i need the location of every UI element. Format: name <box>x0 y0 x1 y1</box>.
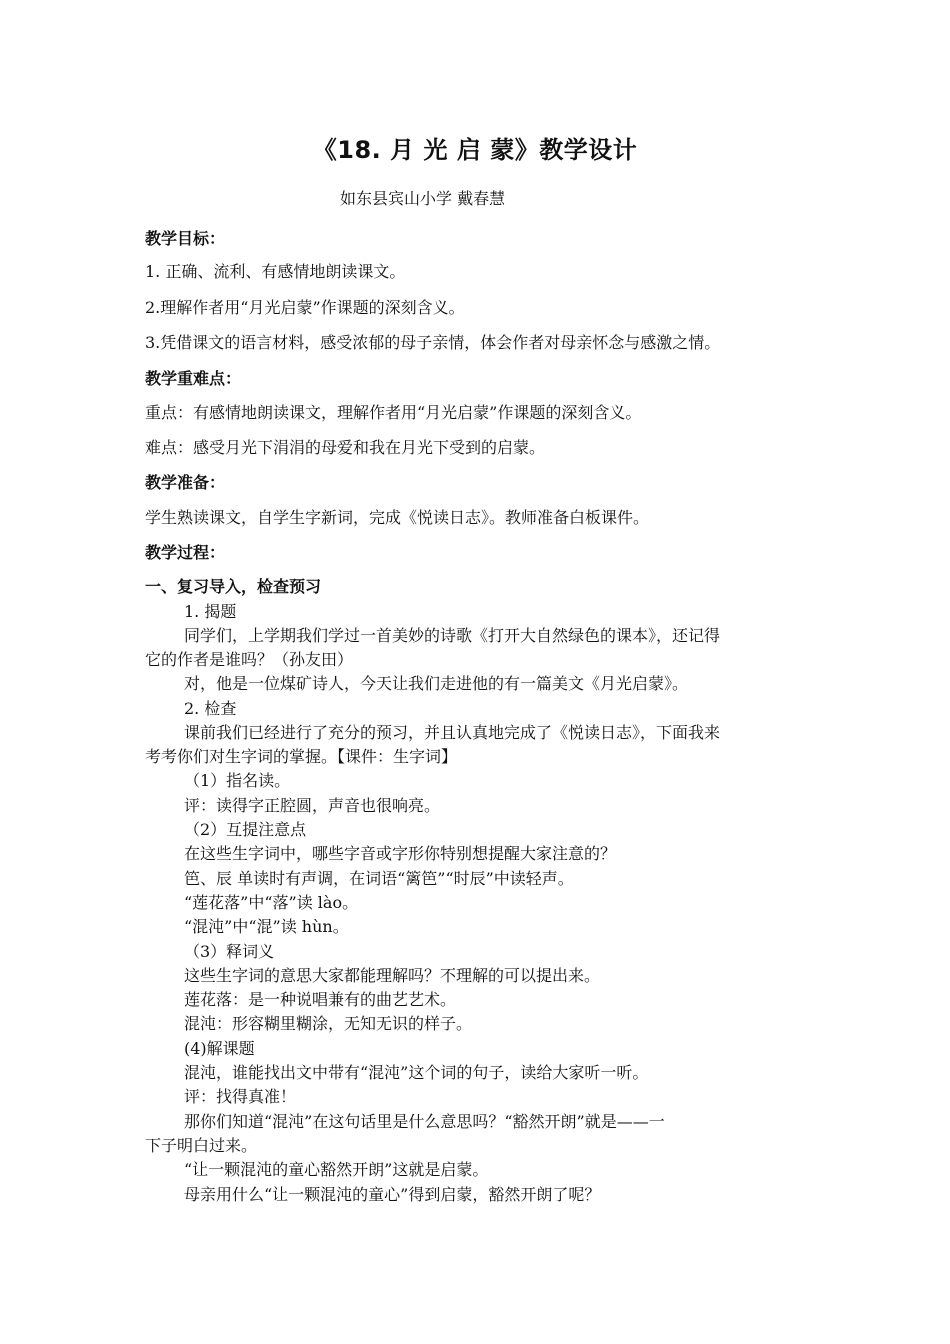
part-one-heading: 一、复习导入，检查预习 <box>145 577 322 596</box>
body-line: （1）指名读。 <box>184 771 291 790</box>
body-line: 课前我们已经进行了充分的预习，并且认真地完成了《悦读日志》，下面我来 <box>184 723 721 742</box>
body-line: 同学们，上学期我们学过一首美妙的诗歌《打开大自然绿色的课本》，还记得 <box>184 626 721 645</box>
body-line: 母亲用什么“让一颗混沌的童心”得到启蒙，豁然开朗了呢？ <box>184 1185 601 1204</box>
body-line: 在这些生字词中，哪些字音或字形你特别想提醒大家注意的？ <box>184 844 617 863</box>
difficult-point: 难点：感受月光下涓涓的母爱和我在月光下受到的启蒙。 <box>145 438 546 457</box>
body-line: 考考你们对生字词的掌握。【课件：生字词】 <box>145 747 458 766</box>
body-line: 笆、辰 单读时有声调，在词语“篱笆”“时辰”中读轻声。 <box>184 869 574 888</box>
body-line: 那你们知道“混沌”在这句话里是什么意思吗？“豁然开朗”就是——一 <box>184 1112 665 1131</box>
document-title: 《18. 月 光 启 蒙》教学设计 <box>312 136 638 164</box>
body-line: （3）释词义 <box>184 942 275 961</box>
preparation-heading: 教学准备： <box>145 473 226 492</box>
goal-item: 1. 正确、流利、有感情地朗读课文。 <box>145 262 406 281</box>
body-line: (4)解课题 <box>184 1039 255 1058</box>
body-line: 这些生字词的意思大家都能理解吗？不理解的可以提出来。 <box>184 966 601 985</box>
body-line: 它的作者是谁吗？（孙友田） <box>145 650 354 669</box>
goals-heading: 教学目标： <box>145 229 226 248</box>
body-line: 莲花落：是一种说唱兼有的曲艺艺术。 <box>184 990 457 1009</box>
body-line: “莲花落”中“落”读 lào。 <box>184 893 359 912</box>
preparation-text: 学生熟读课文，自学生字新词，完成《悦读日志》。教师准备白板课件。 <box>145 508 650 527</box>
body-line: （2）互提注意点 <box>184 820 307 839</box>
document-author: 如东县宾山小学 戴春慧 <box>340 189 506 208</box>
goal-item: 3.凭借课文的语言材料，感受浓郁的母子亲情，体会作者对母亲怀念与感激之情。 <box>145 333 721 352</box>
goal-item: 2.理解作者用“月光启蒙”作课题的深刻含义。 <box>145 298 465 317</box>
body-line: 评：读得字正腔圆，声音也很响亮。 <box>184 796 441 815</box>
body-line: 混沌：形容糊里糊涂，无知无识的样子。 <box>184 1014 473 1033</box>
body-line: 2. 检查 <box>184 699 237 718</box>
body-line: 评：找得真准！ <box>184 1087 297 1106</box>
body-line: 1. 揭题 <box>184 602 237 621</box>
body-line: 对，他是一位煤矿诗人，今天让我们走进他的有一篇美文《月光启蒙》。 <box>184 674 689 693</box>
process-heading: 教学过程： <box>145 543 226 562</box>
body-line: “让一颗混沌的童心豁然开朗”这就是启蒙。 <box>184 1160 489 1179</box>
body-line: 下子明白过来。 <box>145 1136 258 1155</box>
key-point: 重点：有感情地朗读课文，理解作者用“月光启蒙”作课题的深刻含义。 <box>145 403 642 422</box>
key-points-heading: 教学重难点： <box>145 369 242 388</box>
body-line: 混沌，谁能找出文中带有“混沌”这个词的句子，读给大家听一听。 <box>184 1063 649 1082</box>
body-line: “混沌”中“混”读 hùn。 <box>184 917 349 936</box>
